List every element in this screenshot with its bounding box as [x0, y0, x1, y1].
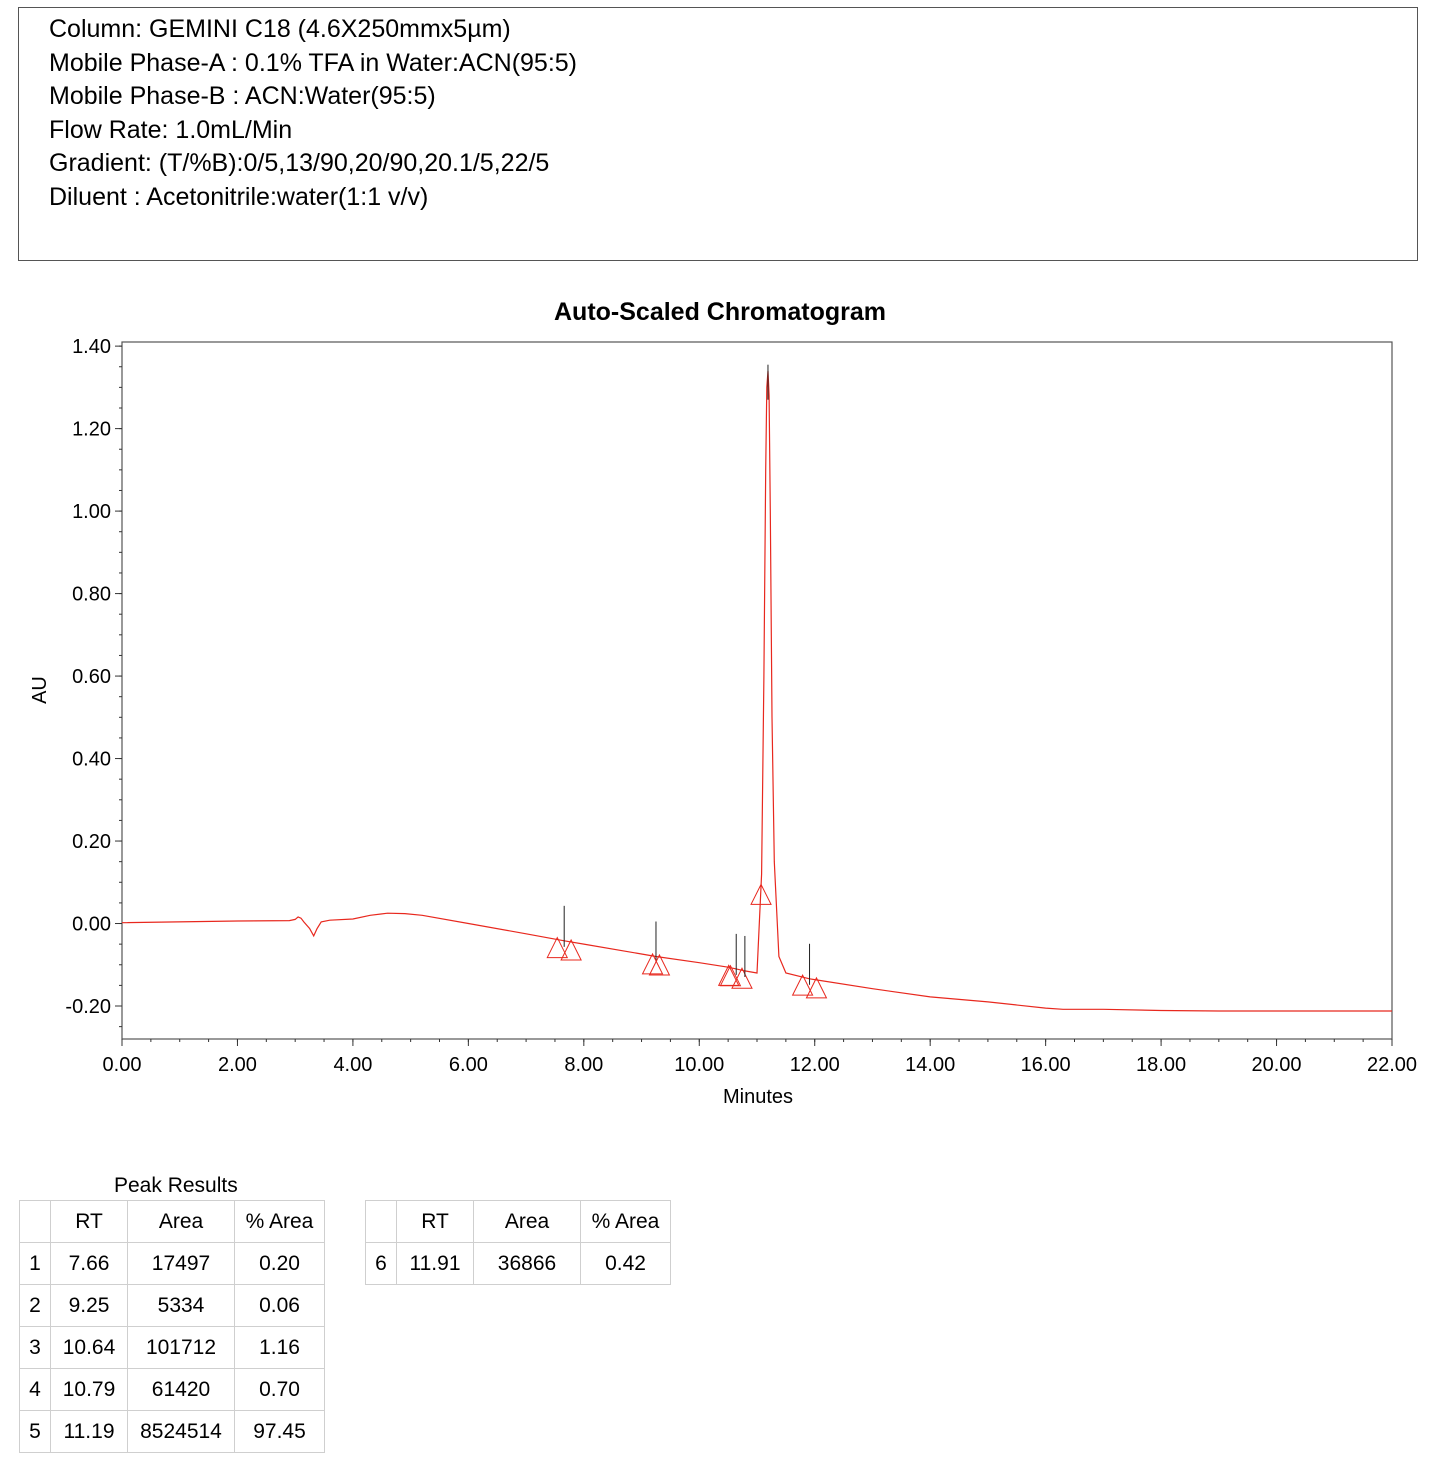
table-row — [20, 1369, 325, 1411]
peak-number: 6 — [366, 1243, 397, 1285]
peak-results-title: Peak Results — [114, 1174, 238, 1197]
y-tick-label: 1.00 — [72, 501, 111, 524]
flow-rate: Flow Rate: 1.0mL/Min — [49, 116, 293, 144]
peak-percent-area: 0.20 — [235, 1243, 325, 1285]
peak-area: 17497 — [128, 1243, 235, 1285]
peak-percent-area: 1.16 — [235, 1327, 325, 1369]
peak-rt: 11.19 — [51, 1411, 128, 1453]
peak-number: 1 — [20, 1243, 51, 1285]
x-tick-label: 0.00 — [102, 1054, 142, 1076]
header-cell: RT — [397, 1201, 474, 1243]
peak-area: 36866 — [474, 1243, 581, 1285]
y-tick-label: 1.40 — [72, 336, 111, 359]
header-cell: RT — [51, 1201, 128, 1243]
y-tick-label: 0.80 — [72, 583, 111, 606]
peak-area: 61420 — [128, 1369, 235, 1411]
mobile-phase-a: Mobile Phase-A : 0.1% TFA in Water:ACN(95:5) — [49, 49, 578, 77]
x-tick-label: 2.00 — [217, 1054, 257, 1076]
peak-rt: 10.64 — [51, 1327, 128, 1369]
y-tick-label: -0.20 — [65, 996, 111, 1019]
header-cell: % Area — [581, 1201, 671, 1243]
header-cell — [20, 1201, 51, 1243]
chromatogram-chart — [0, 280, 1445, 1120]
x-axis-label: Minutes — [722, 1086, 794, 1108]
method-info-box — [18, 7, 1418, 261]
peak-number: 3 — [20, 1327, 51, 1369]
peak-marker-layer — [547, 365, 826, 998]
gradient: Gradient: (T/%B):0/5,13/90,20/90,20.1/5,22/5 — [49, 149, 550, 177]
x-tick-label: 6.00 — [448, 1054, 488, 1076]
x-tick-label: 16.00 — [1020, 1054, 1071, 1076]
header-cell: % Area — [235, 1201, 325, 1243]
peak-results-table — [19, 1200, 325, 1453]
peak-percent-area: 0.42 — [581, 1243, 671, 1285]
series-layer — [122, 371, 1392, 1011]
x-tick-label: 14.00 — [905, 1054, 956, 1076]
x-tick-label: 18.00 — [1136, 1054, 1187, 1076]
y-tick-label: 0.00 — [72, 913, 111, 936]
x-tick-label: 4.00 — [333, 1054, 373, 1076]
table-row — [366, 1243, 671, 1285]
y-tick-label: 0.40 — [72, 748, 111, 771]
chart-title: Auto-Scaled Chromatogram — [554, 298, 886, 326]
diluent: Diluent : Acetonitrile:water(1:1 v/v) — [49, 183, 429, 211]
peak-percent-area: 0.06 — [235, 1285, 325, 1327]
table-header-row — [20, 1201, 325, 1243]
column-info: Column: GEMINI C18 (4.6X250mmx5µm) — [49, 15, 511, 43]
x-tick-label: 20.00 — [1251, 1054, 1302, 1076]
x-axis — [103, 1039, 1418, 1076]
peak-area: 8524514 — [128, 1411, 235, 1453]
table-row — [20, 1327, 325, 1369]
peak-rt: 10.79 — [51, 1369, 128, 1411]
peak-number: 4 — [20, 1369, 51, 1411]
table-row — [20, 1243, 325, 1285]
peak-results-table-continued — [365, 1200, 671, 1285]
peak-percent-area: 97.45 — [235, 1411, 325, 1453]
peak-percent-area: 0.70 — [235, 1369, 325, 1411]
peak-number: 2 — [20, 1285, 51, 1327]
y-axis — [65, 336, 122, 1027]
header-cell — [366, 1201, 397, 1243]
y-axis-label: AU — [29, 676, 51, 704]
y-tick-label: 1.20 — [72, 418, 111, 441]
y-tick-label: 0.60 — [72, 666, 111, 689]
table-row — [20, 1411, 325, 1453]
x-tick-label: 12.00 — [789, 1054, 840, 1076]
table-header-row — [366, 1201, 671, 1243]
peak-area: 101712 — [128, 1327, 235, 1369]
peak-rt: 9.25 — [51, 1285, 128, 1327]
peak-rt: 11.91 — [397, 1243, 474, 1285]
y-tick-label: 0.20 — [72, 831, 111, 854]
header-cell: Area — [474, 1201, 581, 1243]
peak-rt: 7.66 — [51, 1243, 128, 1285]
chromatogram-trace — [122, 371, 1392, 1011]
x-tick-label: 10.00 — [674, 1054, 725, 1076]
table-row — [20, 1285, 325, 1327]
x-tick-label: 22.00 — [1366, 1054, 1418, 1076]
mobile-phase-b: Mobile Phase-B : ACN:Water(95:5) — [49, 82, 436, 110]
peak-number: 5 — [20, 1411, 51, 1453]
x-tick-label: 8.00 — [564, 1054, 604, 1076]
peak-area: 5334 — [128, 1285, 235, 1327]
header-cell: Area — [128, 1201, 235, 1243]
